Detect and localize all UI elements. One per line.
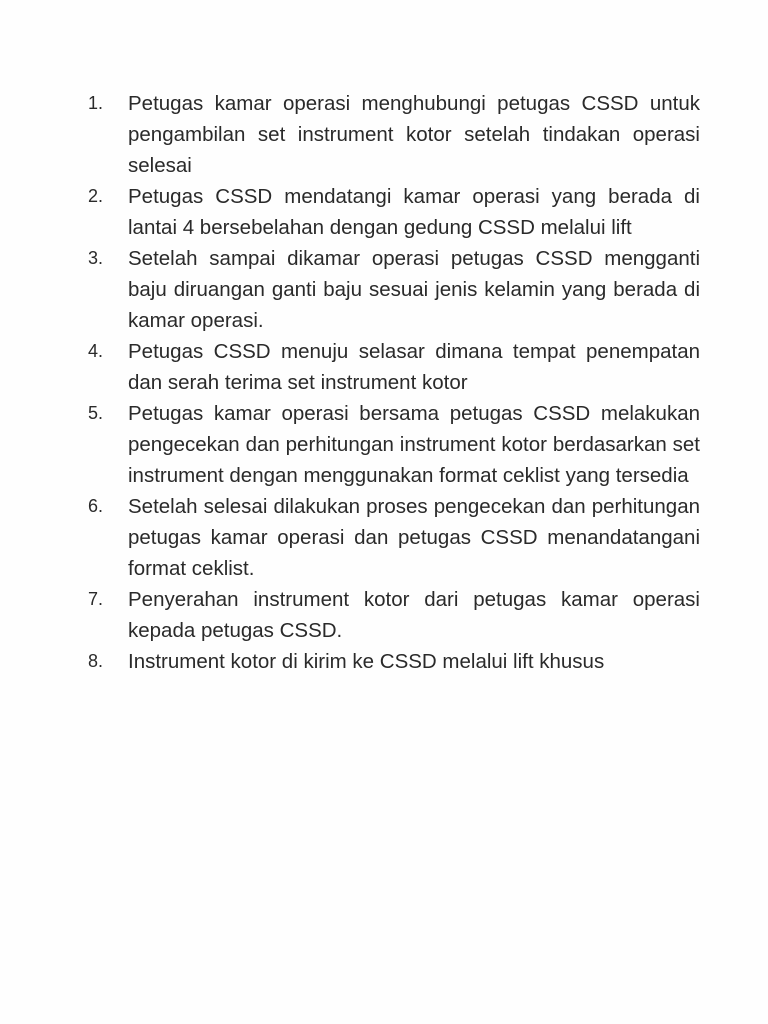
step-text: Petugas kamar operasi menghubungi petugas CSSD untuk pengambilan set instrument kotor setelah tindakan operasi selesai	[128, 92, 700, 177]
step-text: Petugas kamar operasi bersama petugas CSSD melakukan pengecekan dan perhitungan instrument kotor berdasarkan set instrument dengan menggunakan format ceklist yang tersedia	[128, 402, 700, 487]
list-item	[88, 336, 700, 398]
list-item	[88, 398, 700, 491]
list-item	[88, 88, 700, 181]
step-number: 1.	[88, 93, 104, 113]
step-number: 5.	[88, 403, 104, 423]
step-text: Petugas CSSD menuju selasar dimana tempat penempatan dan serah terima set instrument kotor	[128, 340, 700, 394]
list-item	[88, 646, 700, 677]
list-item	[88, 491, 700, 584]
list-item	[88, 243, 700, 336]
step-text: Penyerahan instrument kotor dari petugas kamar operasi kepada petugas CSSD.	[128, 588, 700, 642]
step-number: 3.	[88, 248, 104, 268]
step-text: Petugas CSSD mendatangi kamar operasi yang berada di lantai 4 bersebelahan dengan gedung CSSD melalui lift	[128, 185, 700, 239]
step-number: 2.	[88, 186, 104, 206]
step-text: Setelah selesai dilakukan proses pengecekan dan perhitungan petugas kamar operasi dan petugas CSSD menandatangani format ceklist.	[128, 495, 700, 580]
step-number: 6.	[88, 496, 104, 516]
step-text: Instrument kotor di kirim ke CSSD melalui lift khusus	[128, 650, 605, 673]
step-number: 7.	[88, 589, 104, 609]
step-text: Setelah sampai dikamar operasi petugas CSSD mengganti baju diruangan ganti baju sesuai jenis kelamin yang berada di kamar operasi.	[128, 247, 700, 332]
step-number: 8.	[88, 651, 104, 671]
list-item	[88, 181, 700, 243]
step-number: 4.	[88, 341, 104, 361]
list-item	[88, 584, 700, 646]
procedure-list	[88, 88, 700, 677]
